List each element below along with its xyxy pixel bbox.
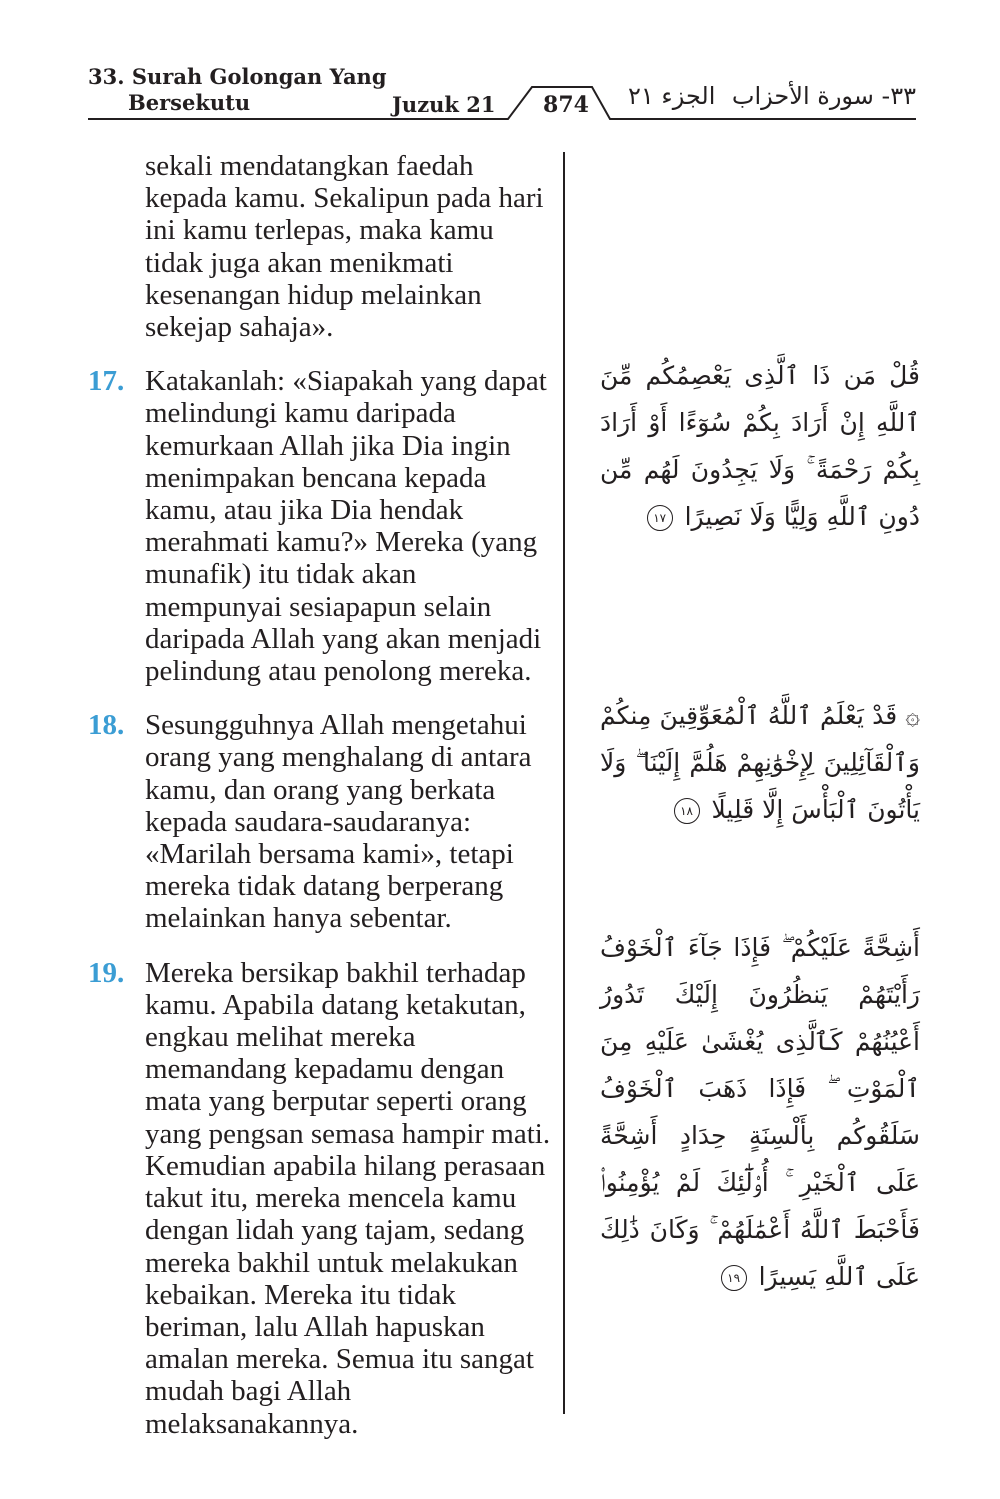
translation-verse-19 [88, 957, 558, 1440]
arabic-verse-17 [600, 352, 920, 540]
surah-title-line2: Bersekutu [128, 90, 251, 115]
verse-number: 18. [88, 709, 125, 742]
translation-intro [88, 150, 558, 343]
translation-column [88, 150, 558, 1440]
arabic-juz-label: الجزء ٢١ [628, 82, 716, 110]
arabic-surah-title: ٣٣- سورة الأحزاب [731, 82, 916, 110]
ayah-end-marker: ١٩ [721, 1265, 747, 1291]
translation-intro-text: sekali mendatangkan faedah kepada kamu. Sekalipun pada hari ini kamu terlepas, maka kamu tidak juga akan menikmati kesenangan hidup melainkan sekejap sahaja». [145, 150, 544, 344]
juzuk-label: Juzuk 21 [392, 92, 496, 117]
arabic-verse-19 [600, 924, 920, 1300]
arabic-verse-text: ۞ قَدْ يَعْلَمُ ٱللَّهُ ٱلْمُعَوِّقِينَ مِنكُمْ وَٱلْقَآئِلِينَ لِإِخْوَٰنِهِمْ هَلُمَّ إِلَيْنَا ۖ وَلَا يَأْتُونَ ٱلْبَأْسَ إِلَّا قَلِيلًا [600, 701, 920, 824]
verse-text: Mereka bersikap bakhil terhadap kamu. Apabila datang ketakutan, engkau melihat mereka memandang kepadamu dengan mata yang berputar seperti orang yang pengsan semasa hampir mati. Kemudian apabila hilang perasaan takut itu, mereka mencela kamu dengan lidah yang tajam, sedang mereka bakhil untuk melakukan kebaikan. Mereka itu tidak beriman, lalu Allah hapuskan amalan mereka. Semua itu sangat mudah bagi Allah melaksanakannya. [145, 956, 551, 1440]
ayah-end-marker: ١٨ [674, 798, 700, 824]
arabic-verse-text: أَشِحَّةً عَلَيْكُمْ ۖ فَإِذَا جَآءَ ٱلْخَوْفُ رَأَيْتَهُمْ يَنظُرُونَ إِلَيْكَ تَدُورُ أَعْيُنُهُمْ كَٱلَّذِى يُغْشَىٰ عَلَيْهِ مِنَ ٱلْمَوْتِ ۖ فَإِذَا ذَهَبَ ٱلْخَوْفُ سَلَقُوكُم بِأَلْسِنَةٍ حِدَادٍ أَشِحَّةً عَلَى ٱلْخَيْرِ ۚ أُو۟لَٰٓئِكَ لَمْ يُؤْمِنُوا۟ فَأَحْبَطَ ٱللَّهُ أَعْمَٰلَهُمْ ۚ وَكَانَ ذَٰلِكَ عَلَى ٱللَّهِ يَسِيرًا [600, 933, 920, 1291]
column-divider [563, 152, 565, 1414]
translation-verse-17 [88, 365, 558, 687]
arabic-verse-18 [600, 692, 920, 833]
page-number: 874 [543, 92, 589, 118]
arabic-verse-text: قُلْ مَن ذَا ٱلَّذِى يَعْصِمُكُم مِّنَ ٱللَّهِ إِنْ أَرَادَ بِكُمْ سُوٓءًا أَوْ أَرَادَ بِكُمْ رَحْمَةً ۚ وَلَا يَجِدُونَ لَهُم مِّن دُونِ ٱللَّهِ وَلِيًّا وَلَا نَصِيرًا [600, 361, 920, 531]
surah-title-line1: 33. Surah Golongan Yang [88, 64, 387, 89]
verse-number: 19. [88, 956, 125, 989]
ayah-end-marker: ١٧ [647, 505, 673, 531]
verse-text: Sesungguhnya Allah mengetahui orang yang menghalang di antara kamu, dan orang yang berkata kepada saudara-saudaranya: «Marilah bersama kami», tetapi mereka tidak datang berperang melainkan hanya sebentar. [145, 709, 532, 935]
verse-number: 17. [88, 365, 125, 398]
header-rule [0, 0, 1000, 130]
translation-verse-18 [88, 709, 558, 934]
verse-text: Katakanlah: «Siapakah yang dapat melindungi kamu daripada kemurkaan Allah jika Dia ingin menimpakan bencana kepada kamu, atau jika Dia hendak merahmati kamu?» Mereka (yang munafik) itu tidak akan mempunyai sesiapapun selain daripada Allah yang akan menjadi pelindung atau penolong mereka. [145, 365, 547, 688]
